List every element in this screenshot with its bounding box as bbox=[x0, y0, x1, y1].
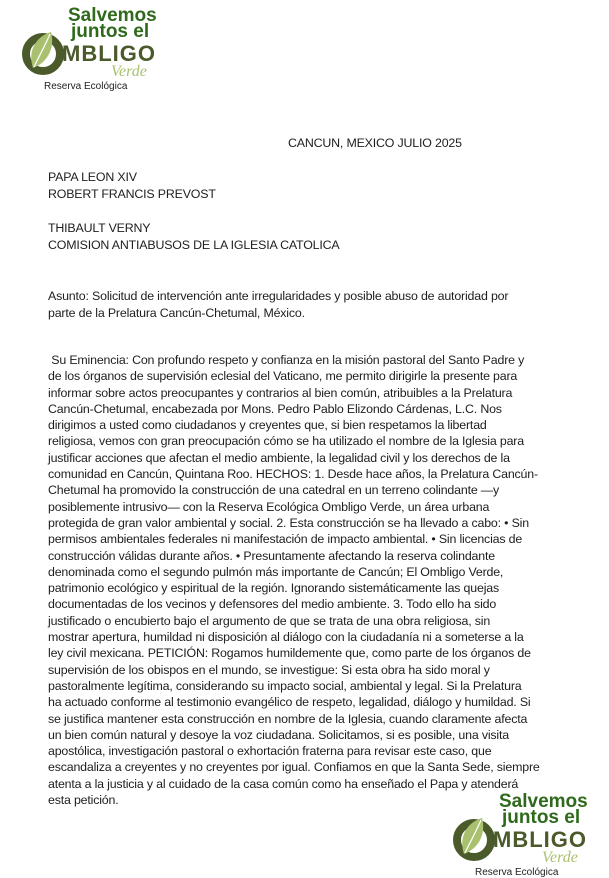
body-line: denominada como el segundo pulmón más importante de Cancún; El Ombligo Verde, bbox=[48, 564, 504, 579]
logo-verde: Verde bbox=[542, 849, 578, 866]
body-line: protegida de gran valor ambiental y social. 2. Esta construcción se ha llevado a cabo: • Sin bbox=[48, 515, 529, 530]
body-line: supervisión de los obispos en el mundo, se investigue: Si esta obra ha sido moral y bbox=[48, 662, 490, 677]
subject-line: parte de la Prelatura Cancún-Chetumal, México. bbox=[48, 306, 305, 320]
subject-line: Asunto: Solicitud de intervención ante irregularidades y posible abuso de autoridad por bbox=[48, 289, 509, 303]
logo-graphic bbox=[450, 790, 609, 878]
logo-tagline: Reserva Ecológica bbox=[44, 81, 128, 92]
recipient-line: COMISION ANTIABUSOS DE LA IGLESIA CATOLICA bbox=[48, 238, 340, 252]
logo-graphic bbox=[19, 4, 179, 92]
body-line: Su Eminencia: Con profundo respeto y confianza en la misión pastoral del Santo Padre y bbox=[48, 353, 525, 367]
letter-date: CANCUN, MEXICO JULIO 2025 bbox=[288, 136, 462, 150]
recipient-line: ROBERT FRANCIS PREVOST bbox=[48, 187, 216, 201]
logo-tagline: Reserva Ecológica bbox=[475, 867, 559, 878]
body-line: dirigimos a usted como ciudadanos y creyentes que, si bien respetamos la libertad bbox=[48, 418, 487, 433]
body-line: informar sobre actos preocupantes y contrarios al bien común, atribuibles a la Prelatura bbox=[48, 385, 513, 400]
body-line: apostólica, investigación pastoral o exhortación fraterna para revisar este caso, que bbox=[48, 744, 492, 759]
body-line: mostrar apertura, humildad ni disposición al diálogo con la ciudadanía ni a someterse a la bbox=[48, 630, 524, 645]
body-line: justificado o encubierto bajo el argumento de que se trata de una obra religiosa, sin bbox=[48, 613, 491, 628]
body-line: un bien común natural y desoye la voz ciudadana. Solicitamos, si es posible, una visita bbox=[48, 727, 509, 742]
body-line: ley civil mexicana. PETICIÓN: Rogamos humildemente que, como parte de los órganos de bbox=[48, 646, 531, 661]
recipient-line: THIBAULT VERNY bbox=[48, 221, 151, 235]
logo-line2: juntos el bbox=[71, 21, 150, 42]
body-line: permisos ambientales federales ni manifestación de impacto ambiental. • Sin licencias de bbox=[48, 532, 523, 547]
body-line: comunidad en Cancún, Quintana Roo. HECHOS: 1. Desde hace años, la Prelatura Cancún- bbox=[48, 467, 538, 482]
body-line: posiblemente intrusivo— con la Reserva Ecológica Ombligo Verde, un área urbana bbox=[48, 499, 490, 514]
recipient-line: PAPA LEON XIV bbox=[48, 170, 137, 184]
body-line: de los órganos de supervisión eclesial del Vaticano, me permito dirigirle la presente para bbox=[48, 369, 518, 384]
logo-line1: Salvemos bbox=[499, 791, 588, 812]
body-line: se justifica mantener esta construcción en nombre de la Iglesia, cuando claramente afecta bbox=[48, 711, 528, 726]
body-line: justificar acciones que afectan el medio ambiente, la legalidad civil y los derechos de la bbox=[48, 450, 510, 465]
body-line: escandaliza a creyentes y no creyentes por igual. Confiamos en que la Santa Sede, siempre bbox=[48, 760, 540, 775]
logo-ombligo: MBLIGO bbox=[493, 827, 587, 852]
body-line: esta petición. bbox=[48, 793, 119, 808]
logo-line1: Salvemos bbox=[68, 5, 157, 26]
body-line: Chetumal ha promovido la construcción de una catedral en un terreno colindante —y bbox=[48, 483, 500, 498]
body-line: pastoralmente legítima, considerando su impacto social, ambiental y legal. Si la Prelatura bbox=[48, 678, 522, 693]
body-line: ha actuado conforme al testimonio evangélico de respeto, legalidad, diálogo y humildad. Si bbox=[48, 695, 531, 710]
body-line: construcción válidas durante años. • Presuntamente afectando la reserva colindante bbox=[48, 548, 495, 563]
letter-body bbox=[48, 352, 540, 808]
body-line: documentadas de los vecinos y defensores del medio ambiente. 3. Todo ello ha sido bbox=[48, 597, 497, 612]
footer-logo bbox=[450, 790, 609, 878]
header-logo bbox=[19, 4, 179, 92]
body-line: atenta a la justicia y al cuidado de la casa común como ha enseñado el Papa y atenderá bbox=[48, 776, 519, 791]
body-line: religiosa, vemos con gran preocupación cómo se ha utilizado el nombre de la Iglesia para bbox=[48, 434, 524, 449]
logo-verde: Verde bbox=[111, 63, 147, 80]
logo-line2: juntos el bbox=[502, 807, 581, 828]
body-line: Cancún-Chetumal, encabezada por Mons. Pedro Pablo Elizondo Cárdenas, L.C. Nos bbox=[48, 401, 502, 416]
logo-ombligo: MBLIGO bbox=[62, 41, 156, 66]
body-line: patrimonio ecológico y espiritual de la región. Ignorando sistemáticamente las quejas bbox=[48, 581, 499, 596]
